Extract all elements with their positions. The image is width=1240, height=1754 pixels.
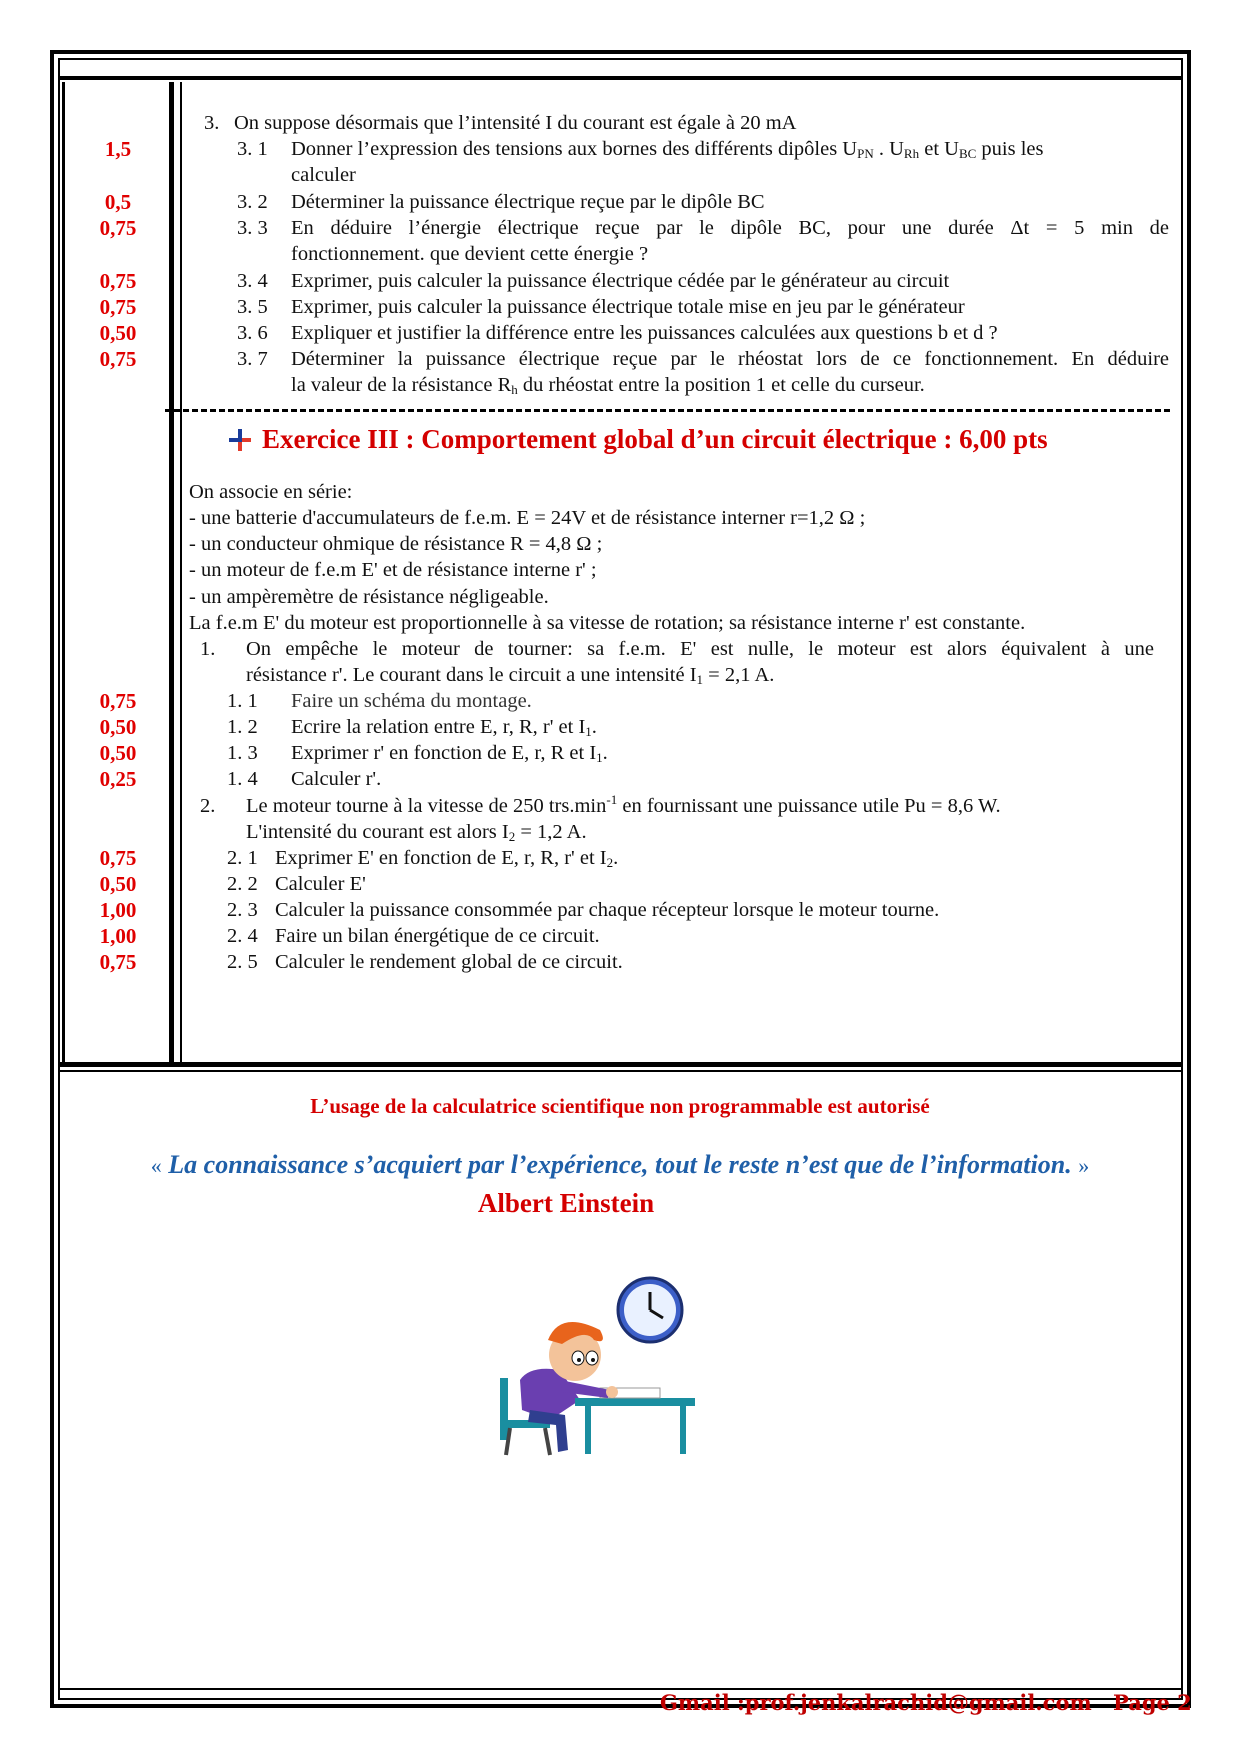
ex3-1-2-text: Ecrire la relation entre E, r, R, r' et $I_1$. bbox=[291, 716, 597, 739]
score-3-1: 1,5 bbox=[104, 137, 132, 161]
q3-2-text: Déterminer la puissance électrique reçue par le dipôle BC bbox=[291, 191, 765, 213]
q3-3-number: 3. 3 bbox=[237, 217, 268, 239]
calculator-notice: L’usage de la calculatrice scientifique non programmable est autorisé bbox=[310, 1094, 930, 1118]
ex3-1-2-number: 1. 2 bbox=[227, 716, 258, 738]
q3-6-text: Expliquer et justifier la différence entre les puissances calculées aux questions b et d ? bbox=[291, 322, 998, 344]
quote-author: Albert Einstein bbox=[477, 1188, 655, 1218]
ex3-2-5-text: Calculer le rendement global de ce circuit. bbox=[275, 951, 623, 973]
q3-7-text: Déterminer la puissance électrique reçue par le rhéostat lors de ce fonctionnement. En déduire bbox=[291, 348, 1169, 370]
q3-4-number: 3. 4 bbox=[237, 270, 268, 292]
einstein-quote: « La connaissance s’acquiert par l’expérience, tout le reste n’est que de l’information. » bbox=[150, 1150, 1090, 1179]
ex3-1-4-text: Calculer r'. bbox=[291, 768, 382, 790]
q3-1-text: Donner l’expression des tensions aux bornes des différents dipôles $U_{PN}$ . $U_{Rh}$ et $U_{BC}$ puis les bbox=[291, 138, 1044, 161]
score-1-1: 0,75 bbox=[99, 689, 137, 713]
ex3-1-3-text: Exprimer r' en fonction de E, r, R et $I_1$. bbox=[291, 742, 608, 765]
footer bbox=[660, 1690, 1192, 1715]
exercise-3-title: Exercice III : Comportement global d’un circuit électrique : 6,00 pts bbox=[262, 424, 1048, 454]
q3-5-number: 3. 5 bbox=[237, 296, 268, 318]
top-rule bbox=[58, 76, 1183, 80]
dashed-separator bbox=[165, 409, 1170, 412]
ex3-p2-line2: L'intensité du courant est alors $I_2 = 1,2$ A. bbox=[246, 821, 587, 844]
score-3-2: 0,5 bbox=[104, 190, 132, 214]
q3-1-number: 3. 1 bbox=[237, 138, 268, 160]
ex3-2-5-number: 2. 5 bbox=[227, 951, 258, 973]
q3-4-text: Exprimer, puis calculer la puissance électrique cédée par le générateur au circuit bbox=[291, 270, 950, 292]
ex3-p1-line1: On empêche le moteur de tourner: sa f.e.m. E' est nulle, le moteur est alors équivalent à une bbox=[246, 638, 1154, 660]
section-divider bbox=[58, 1062, 1183, 1067]
ex3-intro-line: - une batterie d'accumulateurs de f.e.m. E = 24V et de résistance interner r=1,2 Ω ; bbox=[189, 507, 866, 529]
q3-number: 3. bbox=[204, 112, 220, 134]
footer-email[interactable]: Gmail :prof.jenkalrachid@gmail.com bbox=[660, 1690, 1092, 1715]
score-2-3: 1,00 bbox=[99, 898, 137, 922]
ex3-intro-line: On associe en série: bbox=[189, 481, 353, 503]
q3-5-text: Exprimer, puis calculer la puissance électrique totale mise en jeu par le générateur bbox=[291, 296, 965, 318]
q3-3-text: En déduire l’énergie électrique reçue par le dipôle BC, pour une durée Δt = 5 min de bbox=[291, 217, 1169, 239]
ex3-2-1-number: 2. 1 bbox=[227, 847, 258, 869]
score-1-2: 0,50 bbox=[99, 715, 137, 739]
page-number: Page 2 bbox=[1112, 1690, 1192, 1715]
q3-text: On suppose désormais que l’intensité I du courant est égale à 20 mA bbox=[234, 112, 797, 134]
section-divider-thin bbox=[58, 1070, 1183, 1072]
score-1-4: 0,25 bbox=[99, 767, 137, 791]
q3-2-number: 3. 2 bbox=[237, 191, 268, 213]
ex3-2-2-text: Calculer E' bbox=[275, 873, 366, 895]
ex3-p2-number: 2. bbox=[200, 795, 216, 817]
bullet-pointer-icon bbox=[227, 427, 253, 453]
score-3-4: 0,75 bbox=[99, 269, 137, 293]
ex3-1-4-number: 1. 4 bbox=[227, 768, 258, 790]
ex3-2-1-text: Exprimer E' en fonction de E, r, R, r' et $I_2$. bbox=[275, 847, 619, 870]
score-2-1: 0,75 bbox=[99, 846, 137, 870]
score-2-4: 1,00 bbox=[99, 924, 137, 948]
ex3-1-1-text: Faire un schéma du montage. bbox=[291, 690, 532, 712]
q3-7-number: 3. 7 bbox=[237, 348, 268, 370]
ex3-intro-line: - un conducteur ohmique de résistance R = 4,8 Ω ; bbox=[189, 533, 603, 555]
student-studying-illustration bbox=[490, 1270, 730, 1460]
ex3-2-3-text: Calculer la puissance consommée par chaque récepteur lorsque le moteur tourne. bbox=[275, 899, 940, 921]
ex3-1-3-number: 1. 3 bbox=[227, 742, 258, 764]
q3-3-continuation: fonctionnement. que devient cette énergie ? bbox=[291, 243, 649, 265]
ex3-p1-line2: résistance r'. Le courant dans le circuit a une intensité $I_1 = 2,1$ A. bbox=[246, 664, 775, 687]
ex3-p1-number: 1. bbox=[200, 638, 216, 660]
ex3-2-2-number: 2. 2 bbox=[227, 873, 258, 895]
ex3-intro-line: La f.e.m E' du moteur est proportionnelle à sa vitesse de rotation; sa résistance interne r' est constante. bbox=[189, 612, 1026, 634]
ex3-2-3-number: 2. 3 bbox=[227, 899, 258, 921]
q3-7-continuation: la valeur de la résistance $R_h$ du rhéostat entre la position 1 et celle du curseur. bbox=[291, 374, 925, 397]
q3-6-number: 3. 6 bbox=[237, 322, 268, 344]
score-3-3: 0,75 bbox=[99, 216, 137, 240]
score-1-3: 0,50 bbox=[99, 741, 137, 765]
q3-1-continuation: calculer bbox=[291, 164, 356, 186]
score-3-7: 0,75 bbox=[99, 347, 137, 371]
ex3-2-4-number: 2. 4 bbox=[227, 925, 258, 947]
score-3-6: 0,50 bbox=[99, 321, 137, 345]
ex3-intro-line: - un ampèremètre de résistance négligeable. bbox=[189, 586, 549, 608]
score-3-5: 0,75 bbox=[99, 295, 137, 319]
score-2-2: 0,50 bbox=[99, 872, 137, 896]
ex3-intro-line: - un moteur de f.e.m E' et de résistance interne r' ; bbox=[189, 559, 597, 581]
ex3-2-4-text: Faire un bilan énergétique de ce circuit. bbox=[275, 925, 600, 947]
score-2-5: 0,75 bbox=[99, 950, 137, 974]
ex3-p2-line1: Le moteur tourne à la vitesse de 250 $trs.\min^{-1}$ en fournissant une puissance utile Pu = 8,6 W. bbox=[246, 792, 1001, 817]
ex3-1-1-number: 1. 1 bbox=[227, 690, 258, 712]
